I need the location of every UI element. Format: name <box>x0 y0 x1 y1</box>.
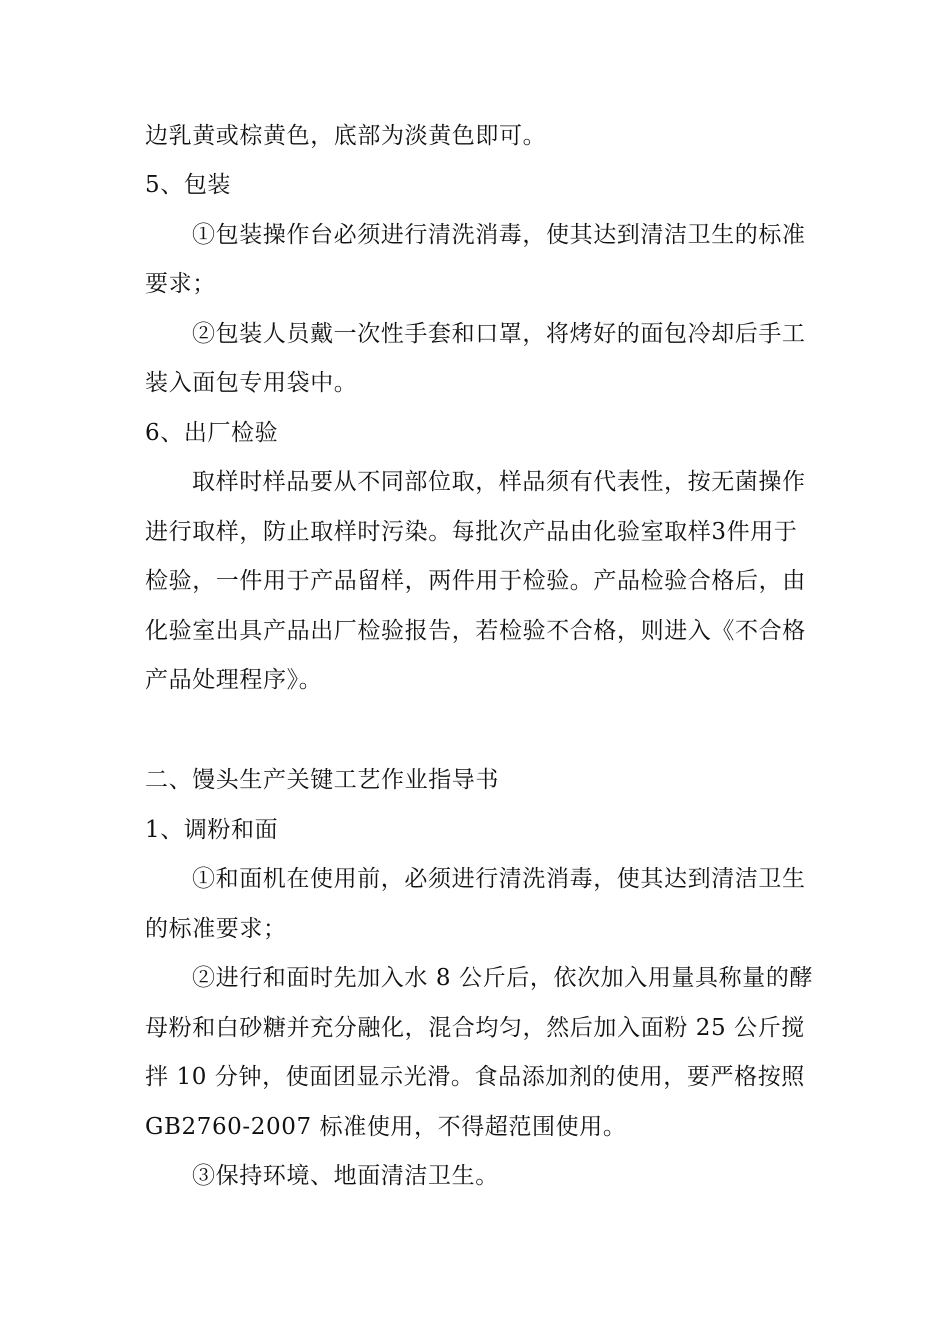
paragraph-line: 要求； <box>145 271 216 297</box>
paragraph-line: 装入面包专用袋中。 <box>145 370 358 396</box>
paragraph-line: 进行取样，防止取样时污染。每批次产品由化验室取样3件用于 <box>145 519 798 545</box>
paragraph-line: 边乳黄或棕黄色，底部为淡黄色即可。 <box>145 123 547 149</box>
paragraph-line: ②进行和面时先加入水 8 公斤后，依次加入用量具称量的酵 <box>192 965 814 991</box>
section-heading-inspection: 6、出厂检验 <box>145 420 279 446</box>
paragraph-line: 母粉和白砂糖并充分融化，混合均匀，然后加入面粉 25 公斤搅 <box>145 1015 805 1041</box>
paragraph-line: ①包装操作台必须进行清洗消毒，使其达到清洁卫生的标准 <box>192 222 806 248</box>
section-heading-packaging: 5、包装 <box>145 172 232 198</box>
chapter-heading: 二、馒头生产关键工艺作业指导书 <box>145 767 499 793</box>
paragraph-line: ①和面机在使用前，必须进行清洗消毒，使其达到清洁卫生 <box>192 866 806 892</box>
paragraph-line: 拌 10 分钟，使面团显示光滑。食品添加剂的使用，要严格按照 <box>145 1064 805 1090</box>
paragraph-line: ②包装人员戴一次性手套和口罩，将烤好的面包冷却后手工 <box>192 321 806 347</box>
paragraph-line: 检验，一件用于产品留样，两件用于检验。产品检验合格后，由 <box>145 568 806 594</box>
paragraph-line: 产品处理程序》。 <box>145 667 323 693</box>
paragraph-line: 的标准要求； <box>145 916 287 942</box>
paragraph-line: 取样时样品要从不同部位取，样品须有代表性，按无菌操作 <box>192 469 806 495</box>
section-heading-mixing: 1、调粉和面 <box>145 817 279 843</box>
paragraph-line: GB2760-2007 标准使用，不得超范围使用。 <box>145 1114 627 1140</box>
paragraph-line: ③保持环境、地面清洁卫生。 <box>192 1163 499 1189</box>
paragraph-line: 化验室出具产品出厂检验报告，若检验不合格，则进入《不合格 <box>145 618 806 644</box>
